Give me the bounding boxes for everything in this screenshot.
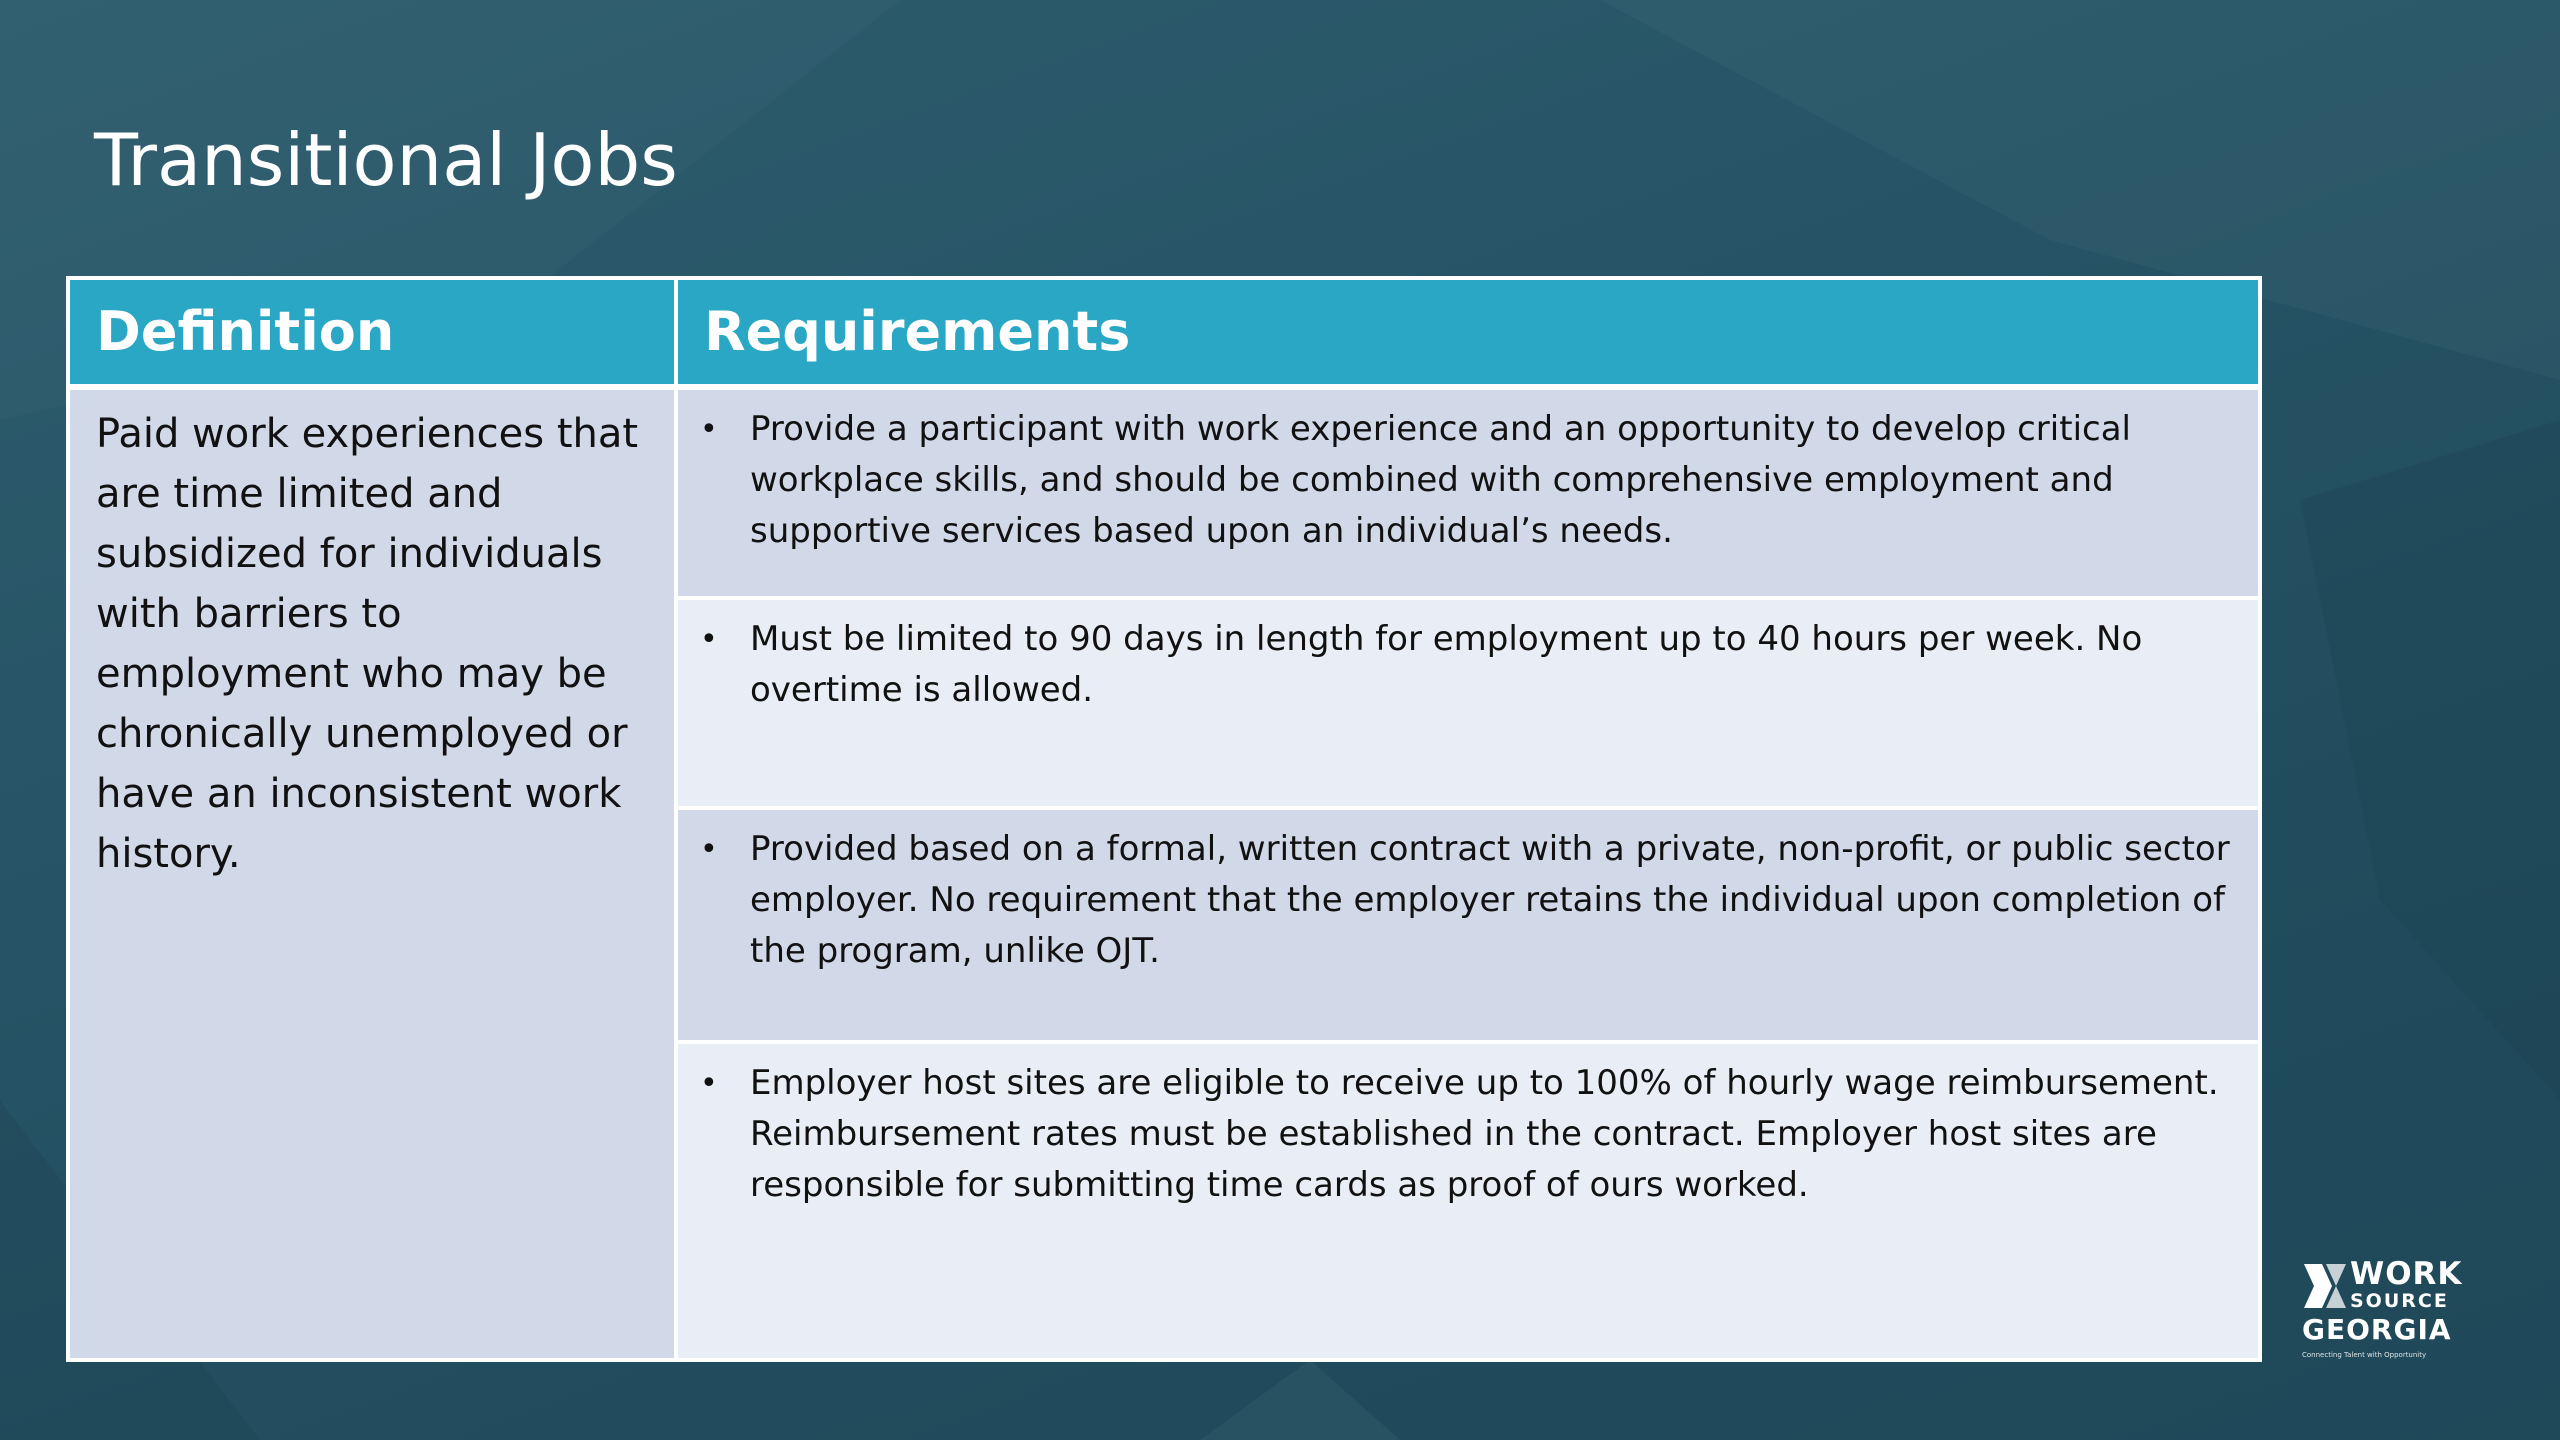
requirements-header-label: Requirements (704, 300, 1131, 363)
bullet-icon: • (700, 412, 718, 447)
requirement-row-2 (678, 600, 2258, 806)
logo-tagline: Connecting Talent with Opportunity (2302, 1351, 2427, 1359)
definition-header-label: Definition (96, 300, 395, 363)
definition-header (70, 280, 674, 384)
requirement-row-1 (678, 390, 2258, 596)
definition-text: Paid work experiences that are time limited and subsidized for individuals with barriers to employment who may be chronically unemployed or have an inconsistent work history. (96, 411, 639, 877)
requirement-text-2: Must be limited to 90 days in length for employment up to 40 hours per week. No overtime is allowed. (750, 619, 2143, 710)
requirement-text-4: Employer host sites are eligible to receive up to 100% of hourly wage reimbursement. Reimbursement rates must be established in the contract. Employer host sites are responsible for submitting time cards as proof of ours worked. (750, 1063, 2219, 1205)
worksource-georgia-logo (2300, 1258, 2466, 1368)
worksource-chevron-icon (2302, 1262, 2348, 1310)
transitional-jobs-table (66, 276, 2262, 1362)
logo-line-georgia: GEORGIA (2302, 1313, 2452, 1346)
bullet-icon: • (700, 832, 718, 867)
requirements-header (678, 280, 2258, 384)
bullet-icon: • (700, 1066, 718, 1101)
requirement-row-4 (678, 1044, 2258, 1358)
logo-line-work: WORK (2350, 1256, 2463, 1292)
requirement-text-3: Provided based on a formal, written contract with a private, non-profit, or public sector employer. No requirement that the employer retains the individual upon completion of the program, unlike OJT. (750, 829, 2230, 971)
bullet-icon: • (700, 622, 718, 657)
requirement-row-3 (678, 810, 2258, 1040)
slide-title: Transitional Jobs (94, 118, 678, 202)
requirement-text-1: Provide a participant with work experience and an opportunity to develop critical workplace skills, and should be combined with comprehensive employment and supportive services based upon an individual’s needs. (750, 409, 2131, 551)
definition-cell (70, 390, 674, 1358)
logo-line-source: SOURCE (2350, 1290, 2449, 1312)
